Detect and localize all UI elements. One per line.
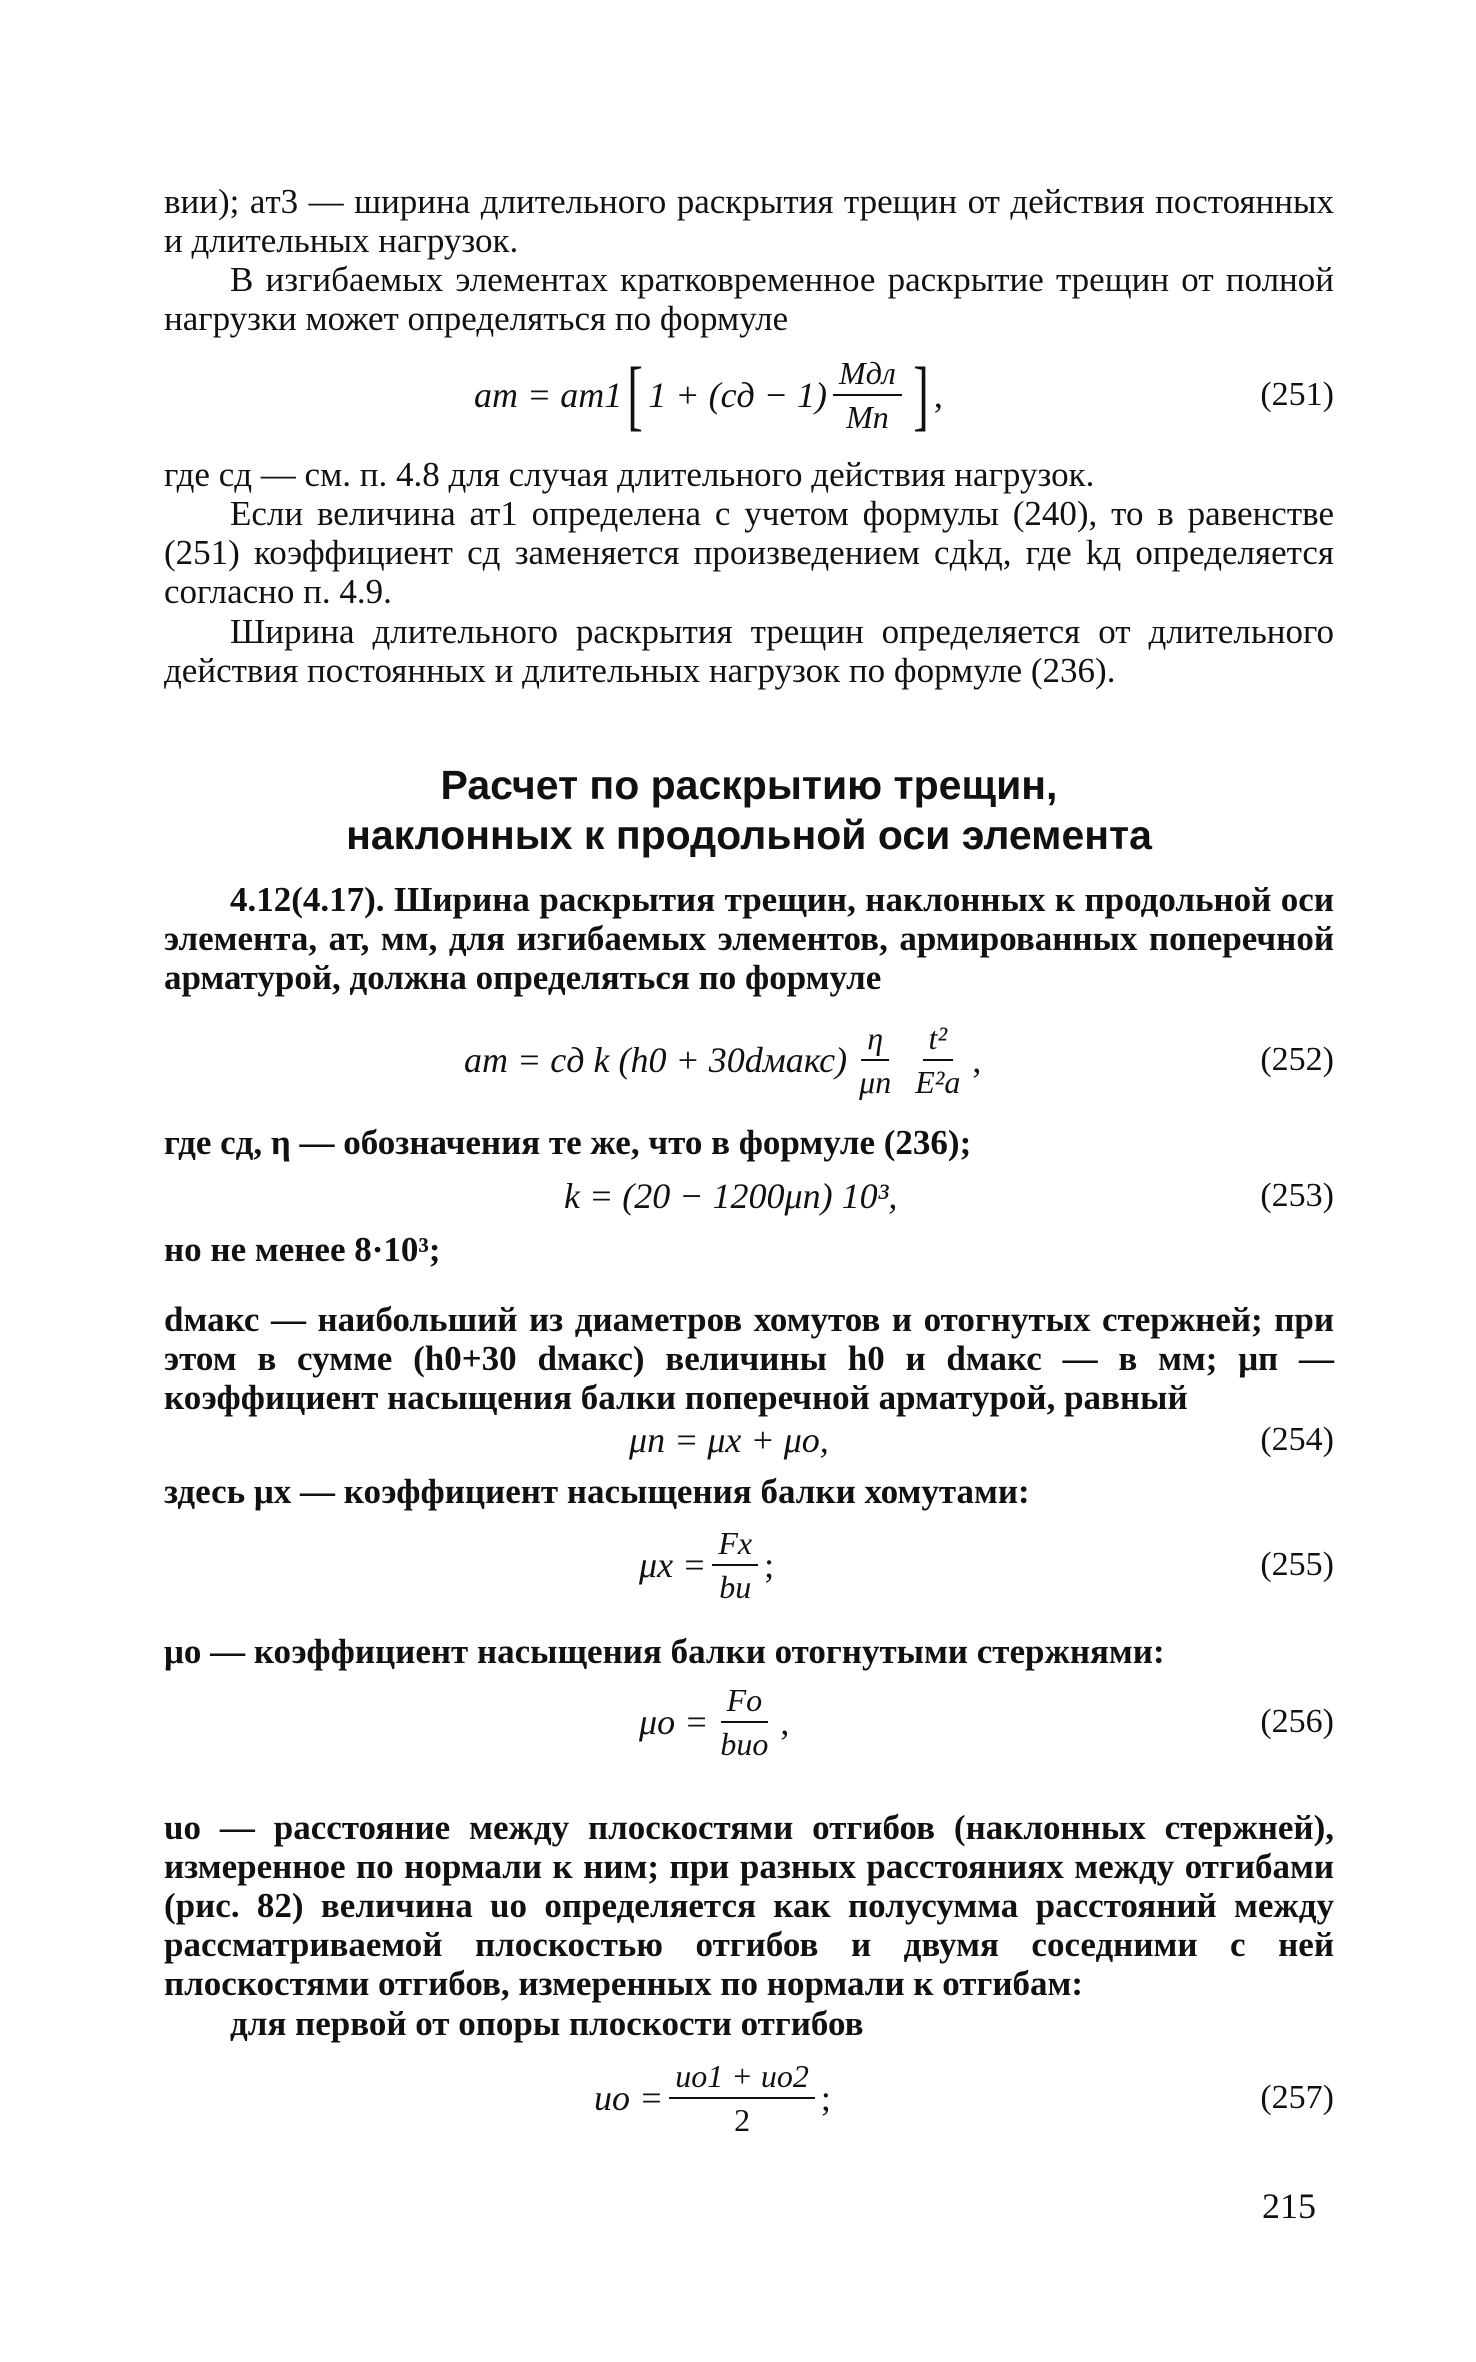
paragraph-3 bbox=[164, 455, 1334, 494]
right-bracket: ] bbox=[913, 351, 929, 438]
formula-tail: , bbox=[972, 1040, 982, 1080]
paragraph-text: uо — расстояние между плоскостями отгибов (наклонных стержней), измеренное по нормали к ним; при разных расстояниях между отгибами (рис. 82) величина uо определяется как полусумма расстояний между рассматриваемой плоскостью отгибов и двумя соседними с ней плоскостями отгибов, измеренных по нормали к отгибам: bbox=[164, 1808, 1334, 2003]
equation-number: (255) bbox=[1260, 1546, 1334, 1583]
equation-251 bbox=[164, 345, 1334, 445]
fraction-denominator: μп bbox=[859, 1064, 892, 1100]
formula bbox=[594, 2048, 831, 2148]
equation-number: (252) bbox=[1260, 1041, 1334, 1078]
fraction-denominator: 2 bbox=[734, 2102, 751, 2138]
formula-tail: , bbox=[933, 375, 943, 415]
equation-257 bbox=[164, 2048, 1334, 2148]
paragraph-12 bbox=[164, 1808, 1334, 2003]
left-bracket: [ bbox=[627, 351, 644, 438]
fraction-numerator: η bbox=[861, 1019, 889, 1061]
paragraph-8 bbox=[164, 1230, 1334, 1269]
paragraph-1 bbox=[164, 182, 1334, 260]
formula-tail: ; bbox=[764, 1545, 775, 1585]
formula-lhs: μх = bbox=[639, 1545, 707, 1585]
paragraph-text: dмакс — наибольший из диаметров хомутов и отогнутых стержней; при этом в сумме (h0+30 dмакс) величины h0 и dмакс — в мм; μп — коэффициент насыщения балки поперечной арматурой, равный bbox=[164, 1300, 1334, 1417]
paragraph-text: Ширина длительного раскрытия трещин определяется от длительного действия постоянных и длительных нагрузок по формуле (236). bbox=[164, 612, 1334, 690]
fraction-2 bbox=[909, 1019, 966, 1101]
equation-number: (253) bbox=[1260, 1177, 1334, 1214]
paragraph-text: где cд, η — обозначения те же, что в формуле (236); bbox=[164, 1123, 972, 1162]
paragraph-10 bbox=[164, 1472, 1334, 1511]
heading-line-2: наклонных к продольной оси элемента bbox=[346, 812, 1152, 858]
paragraph-text: для первой от опоры плоскости отгибов bbox=[230, 2004, 864, 2043]
fraction-1 bbox=[853, 1019, 897, 1101]
formula-body: 1 + (cд − 1) bbox=[648, 375, 828, 415]
fraction-denominator: buо bbox=[720, 1726, 769, 1762]
formula bbox=[639, 1672, 789, 1772]
fraction bbox=[833, 354, 902, 436]
equation-255 bbox=[164, 1515, 1334, 1615]
formula bbox=[639, 1515, 774, 1615]
paragraph-7 bbox=[164, 1123, 1334, 1162]
fraction-denominator: E²а bbox=[915, 1064, 961, 1100]
formula-lhs: uо = bbox=[594, 2078, 664, 2118]
fraction-numerator: Fо bbox=[721, 1681, 769, 1723]
paragraph-text: Если величина aт1 определена с учетом формулы (240), то в равенстве (251) коэффициент cд заменяется произведением cдkд, где kд определяется согласно п. 4.9. bbox=[164, 494, 1334, 611]
formula-lhs: aт = cд k (h0 + 30dмакс) bbox=[464, 1040, 848, 1080]
equation-number: (254) bbox=[1260, 1421, 1334, 1458]
formula-lhs: μо = bbox=[639, 1702, 709, 1742]
paragraph-text: вии); aт3 — ширина длительного раскрытия трещин от действия постоянных и длительных нагрузок. bbox=[164, 182, 1334, 260]
equation-253 bbox=[164, 1168, 1334, 1224]
paragraph-6 bbox=[164, 880, 1334, 997]
formula-tail: , bbox=[780, 1702, 790, 1742]
formula-text: μп = μх + μо, bbox=[629, 1420, 829, 1460]
paragraph-4 bbox=[164, 494, 1334, 611]
formula bbox=[564, 1168, 897, 1224]
fraction-numerator: t² bbox=[923, 1019, 953, 1061]
formula bbox=[629, 1412, 829, 1468]
page-number: 215 bbox=[1262, 2186, 1316, 2226]
fraction-numerator: Mдл bbox=[833, 354, 902, 396]
equation-number: (251) bbox=[1260, 376, 1334, 413]
equation-256 bbox=[164, 1672, 1334, 1772]
paragraph-text: здесь μх — коэффициент насыщения балки хомутами: bbox=[164, 1472, 1030, 1511]
formula-lhs: aт = aт1 bbox=[474, 375, 623, 415]
formula bbox=[474, 345, 943, 445]
paragraph-2 bbox=[164, 260, 1334, 338]
equation-254 bbox=[164, 1412, 1334, 1468]
fraction bbox=[714, 1681, 774, 1763]
fraction-numerator: uо1 + uо2 bbox=[669, 2057, 815, 2099]
formula-tail: ; bbox=[820, 2078, 831, 2118]
paragraph-text: 4.12(4.17). Ширина раскрытия трещин, наклонных к продольной оси элемента, aт, мм, для изгибаемых элементов, армированных поперечной арматурой, должна определяться по формуле bbox=[164, 880, 1334, 997]
paragraph-11 bbox=[164, 1632, 1334, 1671]
paragraph-5 bbox=[164, 612, 1334, 690]
section-heading bbox=[164, 760, 1334, 860]
paragraph-13 bbox=[164, 2004, 1334, 2043]
equation-number: (256) bbox=[1260, 1703, 1334, 1740]
heading-line-1: Расчет по раскрытию трещин, bbox=[440, 762, 1058, 808]
equation-252 bbox=[164, 1010, 1334, 1110]
paragraph-text: μо — коэффициент насыщения балки отогнутыми стержнями: bbox=[164, 1632, 1165, 1671]
fraction-denominator: bu bbox=[719, 1569, 752, 1605]
equation-number: (257) bbox=[1260, 2079, 1334, 2116]
formula-text: k = (20 − 1200μп) 10³, bbox=[564, 1176, 898, 1216]
fraction bbox=[712, 1524, 758, 1606]
fraction-denominator: Mп bbox=[846, 399, 889, 435]
fraction bbox=[669, 2057, 815, 2139]
paragraph-9 bbox=[164, 1300, 1334, 1417]
paragraph-text: В изгибаемых элементах кратковременное раскрытие трещин от полной нагрузки может определяться по формуле bbox=[164, 260, 1334, 338]
paragraph-text: но не менее 8·10³; bbox=[164, 1230, 441, 1269]
paragraph-text: где cд — см. п. 4.8 для случая длительного действия нагрузок. bbox=[164, 455, 1095, 494]
fraction-numerator: Fх bbox=[712, 1524, 758, 1566]
formula bbox=[464, 1010, 981, 1110]
